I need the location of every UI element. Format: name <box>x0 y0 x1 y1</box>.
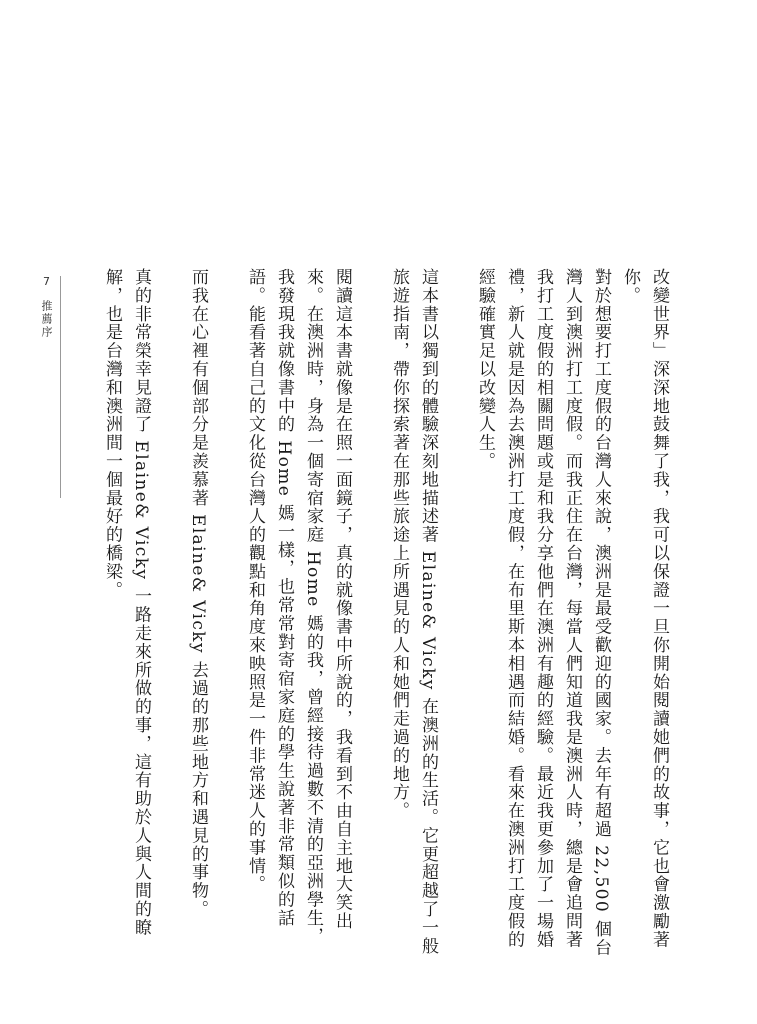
page-number: 7 <box>40 275 53 290</box>
folio-divider-line <box>60 276 61 498</box>
paragraph-working-holiday: 對於想要打工度假的台灣人來說，澳洲是最受歡迎的國家。去年有超過 22,500 個台灣人到澳洲打工度假。而我正住在台灣，每當人們知道我是澳洲人時，總是會追問著我打工度假的相關問題或是和我分享他們在澳洲有趣的經驗。最近我更參加了一場婚禮，新人就是因為去澳洲打工度假，在布里斯本相遇而結婚。看來在澳洲打工度假的經驗確實足以改變人生。 <box>475 268 611 957</box>
paragraph-mirror: 閱讀這本書就像是在照一面鏡子，真的就像書中所說的，我看到不由自主地大笑出來。在澳洲時，身為一個寄宿家庭 Home 媽的我，曾經接待過數不清的亞洲學生，我發現我就像書中的 Home 媽一樣，也常常對寄宿家庭的學生說著非常類似的話語。能看著自己的文化從台灣人的觀點和角度來映照是一件非常迷人的事情。 <box>245 268 352 946</box>
paragraph-honor: 真的非常榮幸見證了 Elaine& Vicky 一路走來所做的事，這有助於人與人間的瞭解，也是台灣和澳洲間一個最好的橋梁。 <box>102 268 151 937</box>
paragraph-continuation: 改變世界」深深地鼓舞了我，我可以保證一旦你開始閱讀她們的故事，它也會激勵著你。 <box>620 268 669 949</box>
paragraph-book-description: 這本書以獨到的體驗深刻地描述著 Elaine& Vicky 在澳洲的生活。它更超越了一般旅遊指南，帶你探索著在那些旅途上所遇見的人和她們走過的地方。 <box>389 268 438 956</box>
paragraph-envy: 而我在心裡有個部分是羨慕著 Elaine& Vicky 去過的那些地方和遇見的事物。 <box>188 268 208 919</box>
page-folio <box>32 275 54 339</box>
section-title: 推薦序 <box>40 300 53 339</box>
vertical-body-text <box>69 268 673 958</box>
